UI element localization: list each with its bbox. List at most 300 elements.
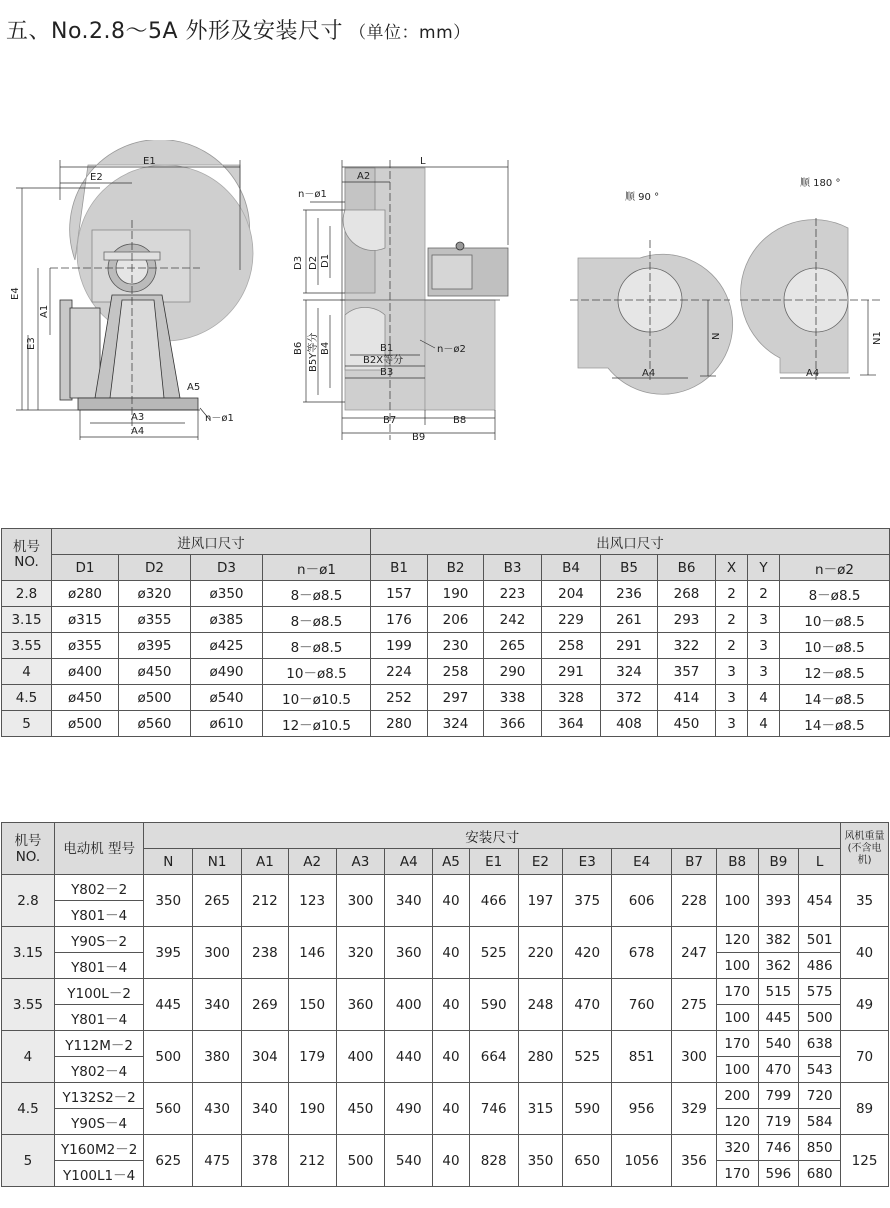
label-l: L <box>420 156 426 167</box>
t2-machine-cell: 3.15 <box>2 927 55 979</box>
t2-machine-cell: 3.55 <box>2 979 55 1031</box>
t2-cell: 638 <box>799 1031 841 1057</box>
t2-cell: 350 <box>144 875 193 927</box>
label-a1: A1 <box>39 304 50 318</box>
t1-col-header: X <box>716 555 748 581</box>
t2-cell: 304 <box>241 1031 288 1083</box>
t2-cell: 851 <box>612 1031 672 1083</box>
t1-cell: 10－ø10.5 <box>263 685 371 711</box>
t2-cell: 400 <box>336 1031 385 1083</box>
title-main: 五、No.2.8～5A 外形及安装尺寸 <box>6 19 344 44</box>
t2-cell: 170 <box>716 979 758 1005</box>
t2-col-header: L <box>799 849 841 875</box>
t1-cell: 3 <box>748 659 780 685</box>
t2-motor-cell: Y112M－2 <box>54 1031 143 1057</box>
t1-cell: 2 <box>716 633 748 659</box>
t1-machine-cell: 4 <box>2 659 52 685</box>
t2-cell: 445 <box>758 1005 799 1031</box>
t2-cell: 420 <box>563 927 612 979</box>
t1-cell: 176 <box>371 607 428 633</box>
t2-cell: 678 <box>612 927 672 979</box>
inlet-outlet-table <box>1 528 890 737</box>
fan-drawings <box>0 140 890 450</box>
t1-cell: ø315 <box>52 607 119 633</box>
t2-col-header: A4 <box>385 849 433 875</box>
t1-cell: 322 <box>658 633 716 659</box>
t2-cell: 200 <box>716 1083 758 1109</box>
t2-cell: 606 <box>612 875 672 927</box>
t1-cell: ø540 <box>191 685 263 711</box>
t2-cell: 197 <box>518 875 563 927</box>
front-view <box>50 140 253 430</box>
t2-cell: 340 <box>385 875 433 927</box>
t1-cell: 10－ø8.5 <box>263 659 371 685</box>
t1-cell: 14－ø8.5 <box>780 711 890 737</box>
t2-cell: 490 <box>385 1083 433 1135</box>
label-a5: A5 <box>187 382 201 393</box>
t1-row <box>2 607 890 633</box>
t2-cell: 746 <box>758 1135 799 1161</box>
t2-cell: 799 <box>758 1083 799 1109</box>
t1-col-header: B1 <box>371 555 428 581</box>
t1-cell: ø500 <box>119 685 191 711</box>
t2-motor-cell: Y802－2 <box>54 875 143 901</box>
t1-cell: ø350 <box>191 581 263 607</box>
t1-machine-cell: 3.15 <box>2 607 52 633</box>
t2-cell: 380 <box>193 1031 242 1083</box>
t2-row <box>2 1031 889 1057</box>
page-title <box>6 14 471 45</box>
t2-cell: 596 <box>758 1161 799 1187</box>
t1-cell: 357 <box>658 659 716 685</box>
t1-cell: 206 <box>428 607 484 633</box>
t1-cell: 414 <box>658 685 716 711</box>
t1-cell: 324 <box>428 711 484 737</box>
t1-cell: 408 <box>601 711 658 737</box>
t1-cell: 293 <box>658 607 716 633</box>
t2-cell: 356 <box>672 1135 717 1187</box>
t1-row <box>2 685 890 711</box>
t1-cell: 364 <box>542 711 601 737</box>
t2-motor-cell: Y132S2－2 <box>54 1083 143 1109</box>
t1-cell: ø610 <box>191 711 263 737</box>
t2-col-header: A1 <box>241 849 288 875</box>
label-b5y: B5Y等分 <box>308 332 319 372</box>
t1-cell: 3 <box>748 633 780 659</box>
t1-cell: 268 <box>658 581 716 607</box>
t2-cell: 320 <box>336 927 385 979</box>
t2-machine-cell: 5 <box>2 1135 55 1187</box>
t1-cell: 4 <box>748 711 780 737</box>
t1-inlet-group: 进风口尺寸 <box>52 529 371 555</box>
t2-cell: 100 <box>716 875 758 927</box>
t2-cell: 378 <box>241 1135 288 1187</box>
t1-col-header: Y <box>748 555 780 581</box>
t1-cell: 10－ø8.5 <box>780 633 890 659</box>
t1-row <box>2 711 890 737</box>
t1-col-header: B4 <box>542 555 601 581</box>
t2-cell: 190 <box>288 1083 336 1135</box>
t1-cell: 229 <box>542 607 601 633</box>
t2-cell: 300 <box>193 927 242 979</box>
t1-cell: 2 <box>716 581 748 607</box>
t1-cell: 8－ø8.5 <box>780 581 890 607</box>
t1-cell: 157 <box>371 581 428 607</box>
t2-cell: 120 <box>716 927 758 953</box>
t2-cell: 680 <box>799 1161 841 1187</box>
t1-cell: 3 <box>716 711 748 737</box>
t2-col-header: A3 <box>336 849 385 875</box>
t1-cell: 2 <box>748 581 780 607</box>
t2-cell: 525 <box>563 1031 612 1083</box>
t2-cell: 393 <box>758 875 799 927</box>
t2-cell: 320 <box>716 1135 758 1161</box>
t2-motor-cell: Y90S－4 <box>54 1109 143 1135</box>
t2-row <box>2 979 889 1005</box>
t2-cell: 228 <box>672 875 717 927</box>
label-d2: D2 <box>308 255 319 270</box>
t1-cell: 280 <box>371 711 428 737</box>
t2-row <box>2 1083 889 1109</box>
t2-cell: 40 <box>433 979 470 1031</box>
t2-row <box>2 1135 889 1161</box>
t1-cell: ø355 <box>52 633 119 659</box>
label-rot90: 顺 90 ° <box>625 192 660 203</box>
t2-cell: 500 <box>336 1135 385 1187</box>
t2-cell: 475 <box>193 1135 242 1187</box>
label-n-phi1-side: n－ø1 <box>298 189 327 200</box>
t1-cell: 291 <box>542 659 601 685</box>
t1-cell: 291 <box>601 633 658 659</box>
t2-cell: 340 <box>241 1083 288 1135</box>
t1-cell: 290 <box>484 659 542 685</box>
t2-cell: 120 <box>716 1109 758 1135</box>
t2-cell: 40 <box>433 1135 470 1187</box>
t1-row <box>2 659 890 685</box>
t1-cell: ø490 <box>191 659 263 685</box>
installation-table <box>1 822 889 1187</box>
t2-motor-cell: Y801－4 <box>54 901 143 927</box>
t2-cell: 170 <box>716 1161 758 1187</box>
label-b7: B7 <box>383 415 397 426</box>
t2-cell: 828 <box>469 1135 518 1187</box>
t2-cell: 575 <box>799 979 841 1005</box>
t2-cell: 515 <box>758 979 799 1005</box>
t2-cell: 500 <box>799 1005 841 1031</box>
t2-cell: 760 <box>612 979 672 1031</box>
t1-machine-cell: 2.8 <box>2 581 52 607</box>
t2-cell: 445 <box>144 979 193 1031</box>
t2-machine-cell: 4 <box>2 1031 55 1083</box>
t2-cell: 238 <box>241 927 288 979</box>
t2-cell: 746 <box>469 1083 518 1135</box>
t2-motor-cell: Y100L－2 <box>54 979 143 1005</box>
t1-cell: 223 <box>484 581 542 607</box>
t2-cell: 590 <box>469 979 518 1031</box>
t2-cell: 650 <box>563 1135 612 1187</box>
t1-cell: 338 <box>484 685 542 711</box>
t2-cell: 500 <box>144 1031 193 1083</box>
t2-cell: 329 <box>672 1083 717 1135</box>
label-d1: D1 <box>320 253 331 268</box>
t2-cell: 454 <box>799 875 841 927</box>
t1-cell: 8－ø8.5 <box>263 633 371 659</box>
t1-col-header: B6 <box>658 555 716 581</box>
t2-weight-cell: 125 <box>841 1135 889 1187</box>
label-d3: D3 <box>293 255 304 270</box>
label-b4: B4 <box>320 341 331 355</box>
label-a3: A3 <box>131 412 145 423</box>
t2-cell: 1056 <box>612 1135 672 1187</box>
label-n: N <box>711 332 722 340</box>
t2-cell: 470 <box>563 979 612 1031</box>
t2-col-header: B9 <box>758 849 799 875</box>
t1-machine-header: 机号 NO. <box>2 529 52 581</box>
t2-col-header: E1 <box>469 849 518 875</box>
t2-cell: 40 <box>433 1083 470 1135</box>
t1-cell: 261 <box>601 607 658 633</box>
t1-col-header: D2 <box>119 555 191 581</box>
rotation-180-view <box>740 218 880 380</box>
t1-cell: ø500 <box>52 711 119 737</box>
t2-cell: 430 <box>193 1083 242 1135</box>
t2-motor-header: 电动机 型号 <box>54 823 143 875</box>
t2-cell: 350 <box>518 1135 563 1187</box>
t1-cell: 372 <box>601 685 658 711</box>
t2-col-header: N <box>144 849 193 875</box>
t2-cell: 100 <box>716 1057 758 1083</box>
t1-cell: ø560 <box>119 711 191 737</box>
t2-weight-cell: 89 <box>841 1083 889 1135</box>
t2-col-header: B8 <box>716 849 758 875</box>
t2-cell: 540 <box>758 1031 799 1057</box>
t2-cell: 395 <box>144 927 193 979</box>
t2-cell: 220 <box>518 927 563 979</box>
t2-weight-cell: 40 <box>841 927 889 979</box>
t1-cell: 328 <box>542 685 601 711</box>
t2-cell: 664 <box>469 1031 518 1083</box>
t2-cell: 300 <box>336 875 385 927</box>
t2-cell: 501 <box>799 927 841 953</box>
t2-col-header: A5 <box>433 849 470 875</box>
t2-cell: 543 <box>799 1057 841 1083</box>
t1-cell: ø400 <box>52 659 119 685</box>
t1-cell: 204 <box>542 581 601 607</box>
t1-cell: 224 <box>371 659 428 685</box>
t2-cell: 315 <box>518 1083 563 1135</box>
t2-cell: 850 <box>799 1135 841 1161</box>
t1-cell: 4 <box>748 685 780 711</box>
label-a4-rot90: A4 <box>642 368 656 379</box>
label-b6: B6 <box>293 341 304 355</box>
t1-cell: ø425 <box>191 633 263 659</box>
t2-cell: 100 <box>716 953 758 979</box>
t2-motor-cell: Y801－4 <box>54 953 143 979</box>
label-n-phi1-front: n－ø1 <box>205 413 234 424</box>
t1-cell: 265 <box>484 633 542 659</box>
t1-machine-cell: 3.55 <box>2 633 52 659</box>
t1-cell: ø320 <box>119 581 191 607</box>
label-b3: B3 <box>380 367 394 378</box>
t1-cell: 199 <box>371 633 428 659</box>
t1-cell: 258 <box>542 633 601 659</box>
t1-cell: 14－ø8.5 <box>780 685 890 711</box>
t1-cell: 230 <box>428 633 484 659</box>
t2-cell: 280 <box>518 1031 563 1083</box>
t1-cell: 252 <box>371 685 428 711</box>
t1-cell: 2 <box>716 607 748 633</box>
label-rot180: 顺 180 ° <box>800 178 841 189</box>
t2-cell: 719 <box>758 1109 799 1135</box>
t2-col-header: E2 <box>518 849 563 875</box>
t2-cell: 720 <box>799 1083 841 1109</box>
t2-col-header: E3 <box>563 849 612 875</box>
title-unit: （单位：mm） <box>349 23 471 43</box>
t2-weight-header: 风机重量 (不含电机) <box>841 823 889 875</box>
t2-cell: 360 <box>336 979 385 1031</box>
t1-cell: ø355 <box>119 607 191 633</box>
t2-machine-header: 机号 NO. <box>2 823 55 875</box>
t1-row <box>2 581 890 607</box>
t2-cell: 340 <box>193 979 242 1031</box>
t2-cell: 40 <box>433 875 470 927</box>
t1-col-header: B3 <box>484 555 542 581</box>
t1-cell: 236 <box>601 581 658 607</box>
label-e2: E2 <box>90 172 103 183</box>
t1-col-header: D1 <box>52 555 119 581</box>
t2-cell: 40 <box>433 1031 470 1083</box>
t2-weight-cell: 49 <box>841 979 889 1031</box>
t2-motor-cell: Y801－4 <box>54 1005 143 1031</box>
t2-row <box>2 875 889 901</box>
t2-cell: 275 <box>672 979 717 1031</box>
t1-col-header: D3 <box>191 555 263 581</box>
t1-cell: ø280 <box>52 581 119 607</box>
t2-install-group: 安装尺寸 <box>144 823 841 849</box>
t2-cell: 590 <box>563 1083 612 1135</box>
t2-motor-cell: Y90S－2 <box>54 927 143 953</box>
t2-cell: 146 <box>288 927 336 979</box>
t1-col-header: B5 <box>601 555 658 581</box>
t2-cell: 525 <box>469 927 518 979</box>
t2-cell: 382 <box>758 927 799 953</box>
t1-cell: 366 <box>484 711 542 737</box>
t1-cell: 3 <box>748 607 780 633</box>
t1-machine-cell: 4.5 <box>2 685 52 711</box>
t2-cell: 40 <box>433 927 470 979</box>
t1-cell: 8－ø8.5 <box>263 607 371 633</box>
t1-outlet-group: 出风口尺寸 <box>371 529 890 555</box>
t1-cell: 3 <box>716 685 748 711</box>
t1-row <box>2 633 890 659</box>
t1-cell: 12－ø8.5 <box>780 659 890 685</box>
t2-motor-cell: Y160M2－2 <box>54 1135 143 1161</box>
label-e4: E4 <box>10 287 21 300</box>
t1-cell: 12－ø10.5 <box>263 711 371 737</box>
t2-machine-cell: 2.8 <box>2 875 55 927</box>
t2-row <box>2 927 889 953</box>
t1-machine-cell: 5 <box>2 711 52 737</box>
t2-col-header: A2 <box>288 849 336 875</box>
t2-motor-cell: Y802－4 <box>54 1057 143 1083</box>
t2-cell: 247 <box>672 927 717 979</box>
t1-col-header: n－ø2 <box>780 555 890 581</box>
label-b8: B8 <box>453 415 467 426</box>
t1-cell: 450 <box>658 711 716 737</box>
t1-cell: 190 <box>428 581 484 607</box>
label-a4-rot180: A4 <box>806 368 820 379</box>
t2-cell: 265 <box>193 875 242 927</box>
t1-cell: ø395 <box>119 633 191 659</box>
t2-cell: 470 <box>758 1057 799 1083</box>
t2-cell: 360 <box>385 927 433 979</box>
t2-cell: 100 <box>716 1005 758 1031</box>
t2-cell: 466 <box>469 875 518 927</box>
label-b1: B1 <box>380 343 394 354</box>
t2-motor-cell: Y100L1－4 <box>54 1161 143 1187</box>
t2-cell: 150 <box>288 979 336 1031</box>
t1-cell: 324 <box>601 659 658 685</box>
t2-cell: 362 <box>758 953 799 979</box>
t1-cell: ø450 <box>52 685 119 711</box>
t2-cell: 625 <box>144 1135 193 1187</box>
t2-cell: 486 <box>799 953 841 979</box>
t2-cell: 440 <box>385 1031 433 1083</box>
label-b9: B9 <box>412 432 426 443</box>
t2-cell: 584 <box>799 1109 841 1135</box>
t1-cell: 8－ø8.5 <box>263 581 371 607</box>
t1-cell: 242 <box>484 607 542 633</box>
t2-weight-cell: 70 <box>841 1031 889 1083</box>
t2-col-header: E4 <box>612 849 672 875</box>
t2-cell: 956 <box>612 1083 672 1135</box>
label-a4: A4 <box>131 426 145 437</box>
t2-cell: 450 <box>336 1083 385 1135</box>
t2-cell: 300 <box>672 1031 717 1083</box>
label-e1: E1 <box>143 156 156 167</box>
t2-cell: 248 <box>518 979 563 1031</box>
t1-cell: 10－ø8.5 <box>780 607 890 633</box>
t2-cell: 375 <box>563 875 612 927</box>
label-a2: A2 <box>357 171 371 182</box>
label-e3: E3 <box>26 337 37 350</box>
label-n1: N1 <box>872 331 883 345</box>
t2-col-header: N1 <box>193 849 242 875</box>
t2-cell: 269 <box>241 979 288 1031</box>
t2-machine-cell: 4.5 <box>2 1083 55 1135</box>
t1-col-header: n－ø1 <box>263 555 371 581</box>
t2-col-header: B7 <box>672 849 717 875</box>
t2-weight-cell: 35 <box>841 875 889 927</box>
label-b2x: B2X等分 <box>363 355 404 366</box>
t2-cell: 400 <box>385 979 433 1031</box>
t2-cell: 540 <box>385 1135 433 1187</box>
t2-cell: 179 <box>288 1031 336 1083</box>
t2-cell: 123 <box>288 875 336 927</box>
t1-col-header: B2 <box>428 555 484 581</box>
t2-cell: 560 <box>144 1083 193 1135</box>
t1-cell: ø450 <box>119 659 191 685</box>
t2-cell: 212 <box>288 1135 336 1187</box>
t2-cell: 212 <box>241 875 288 927</box>
t2-cell: 170 <box>716 1031 758 1057</box>
label-n-phi2: n－ø2 <box>437 344 466 355</box>
side-view <box>340 160 508 440</box>
t1-cell: ø385 <box>191 607 263 633</box>
t1-cell: 258 <box>428 659 484 685</box>
t1-cell: 3 <box>716 659 748 685</box>
t1-cell: 297 <box>428 685 484 711</box>
